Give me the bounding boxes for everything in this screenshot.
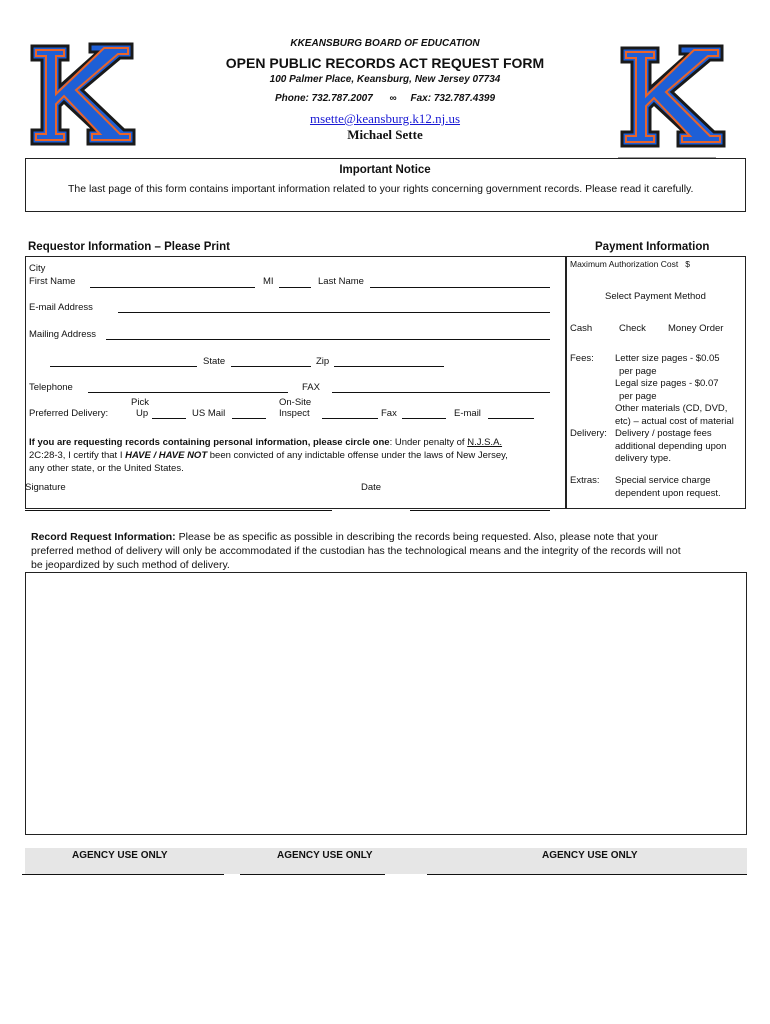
preferred-delivery-label: Preferred Delivery: [29, 408, 109, 419]
board-name: KKEANSBURG BOARD OF EDUCATION [290, 38, 480, 49]
dollar-sign: $ [685, 259, 691, 269]
fax2-label: Fax [381, 408, 397, 419]
fee-line: per page [619, 365, 657, 377]
njsa: N.J.S.A. [467, 437, 503, 448]
extras-list [615, 475, 721, 500]
date-label: Date [361, 482, 382, 493]
fax: Fax: 732.787.4399 [410, 93, 496, 104]
delivery-line: Delivery / postage fees [615, 428, 712, 439]
cert-4: any other state, or the United States. [29, 463, 184, 474]
first-name-field[interactable] [90, 287, 255, 288]
fax-field[interactable] [332, 392, 550, 393]
fee-line: Letter size pages - $0.05 [615, 353, 720, 364]
agency-line-1 [22, 874, 224, 875]
payment-heading: Payment Information [595, 241, 710, 253]
mi-field[interactable] [279, 287, 311, 288]
money-order-option[interactable]: Money Order [668, 323, 724, 334]
max-auth-text: Maximum Authorization Cost [570, 259, 679, 269]
agency-label-2: AGENCY USE ONLY [277, 850, 373, 861]
zip-label: Zip [316, 356, 330, 367]
cert-2: 2C:28-3, I certify that I [29, 450, 123, 461]
have-option[interactable]: HAVE [125, 450, 151, 461]
delivery-label: Delivery: [570, 428, 607, 439]
zip-field[interactable] [334, 366, 444, 367]
up-label: Up [136, 408, 149, 419]
telephone-field[interactable] [88, 392, 288, 393]
email-delivery-field[interactable] [488, 418, 534, 419]
delivery-line: delivery type. [615, 453, 671, 464]
pick-label: Pick [131, 397, 149, 408]
us-mail-field[interactable] [232, 418, 266, 419]
record-text2: preferred method of delivery will only be accommodated if the custodian has the technological means and the integrity of the records will not [31, 545, 681, 557]
fees-list [615, 353, 734, 428]
fee-line: per page [619, 390, 657, 402]
mailing-field[interactable] [106, 339, 550, 340]
us-mail-label: US Mail [192, 408, 226, 419]
email-label: E-mail Address [29, 302, 93, 313]
signature-label: Signature [25, 482, 66, 493]
phone: Phone: 732.787.2007 [274, 93, 373, 104]
separator: ∞ [389, 93, 397, 104]
slash: / [153, 450, 157, 461]
cert-1: : Under penalty of [389, 437, 465, 448]
have-not-option[interactable]: HAVE NOT [158, 450, 208, 461]
delivery-list [615, 428, 726, 466]
mi-label: MI [263, 276, 274, 287]
extras-label: Extras: [570, 475, 600, 486]
address: 100 Palmer Place, Keansburg, New Jersey 07734 [269, 74, 501, 85]
onsite-field[interactable] [322, 418, 378, 419]
notice-title: Important Notice [339, 164, 431, 176]
date-field[interactable] [410, 510, 550, 511]
contact-line [0, 93, 770, 104]
city-label: City [29, 263, 46, 274]
email-field[interactable] [118, 312, 550, 313]
fee-line: Legal size pages - $0.07 [615, 378, 719, 389]
city-field[interactable] [50, 366, 197, 367]
fees-label: Fees: [570, 353, 594, 364]
cert-3: been convicted of any indictable offense under the laws of New Jersey, [209, 450, 508, 461]
last-name-field[interactable] [370, 287, 550, 288]
email2-label: E-mail [454, 408, 481, 419]
certification-text [29, 436, 554, 475]
record-text3: be jeopardized by such method of delivery. [31, 559, 230, 571]
check-option[interactable]: Check [619, 323, 646, 334]
select-method-label: Select Payment Method [605, 291, 706, 302]
cert-bold: If you are requesting records containing personal information, please circle one [29, 437, 390, 448]
fee-line: etc) – actual cost of material [615, 415, 734, 427]
requestor-heading: Requestor Information – Please Print [28, 241, 230, 253]
agency-line-2 [240, 874, 385, 875]
telephone-label: Telephone [29, 382, 73, 393]
fax-delivery-field[interactable] [402, 418, 446, 419]
agency-label-1: AGENCY USE ONLY [72, 850, 168, 861]
extras-line: Special service charge [615, 475, 711, 486]
record-request-text [31, 530, 746, 572]
record-request-textarea[interactable] [25, 572, 747, 835]
form-title: OPEN PUBLIC RECORDS ACT REQUEST FORM [225, 55, 545, 71]
state-label: State [203, 356, 226, 367]
fee-line: Other materials (CD, DVD, [615, 403, 728, 414]
mailing-label: Mailing Address [29, 329, 97, 340]
first-name-label: First Name [29, 276, 76, 287]
fax-label: FAX [302, 382, 320, 393]
cash-option[interactable]: Cash [570, 323, 593, 334]
last-name-label: Last Name [318, 276, 364, 287]
agency-line-3 [427, 874, 747, 875]
email-link[interactable]: msette@keansburg.k12.nj.us [309, 111, 461, 126]
inspect-label: Inspect [279, 408, 310, 419]
state-field[interactable] [231, 366, 311, 367]
onsite-label: On-Site [279, 397, 312, 408]
pickup-field[interactable] [152, 418, 186, 419]
contact-name: Michael Sette [347, 127, 423, 142]
signature-field[interactable] [25, 510, 332, 511]
agency-label-3: AGENCY USE ONLY [542, 850, 638, 861]
max-auth-label [570, 259, 690, 269]
record-label: Record Request Information: [31, 531, 176, 543]
delivery-line: additional depending upon [615, 440, 727, 452]
extras-line: dependent upon request. [615, 487, 721, 499]
notice-text: The last page of this form contains important information related to your rights concerning government records. Please read it carefully. [68, 183, 694, 195]
record-text1: Please be as specific as possible in describing the records being requested. Also, please note that your [178, 531, 658, 543]
